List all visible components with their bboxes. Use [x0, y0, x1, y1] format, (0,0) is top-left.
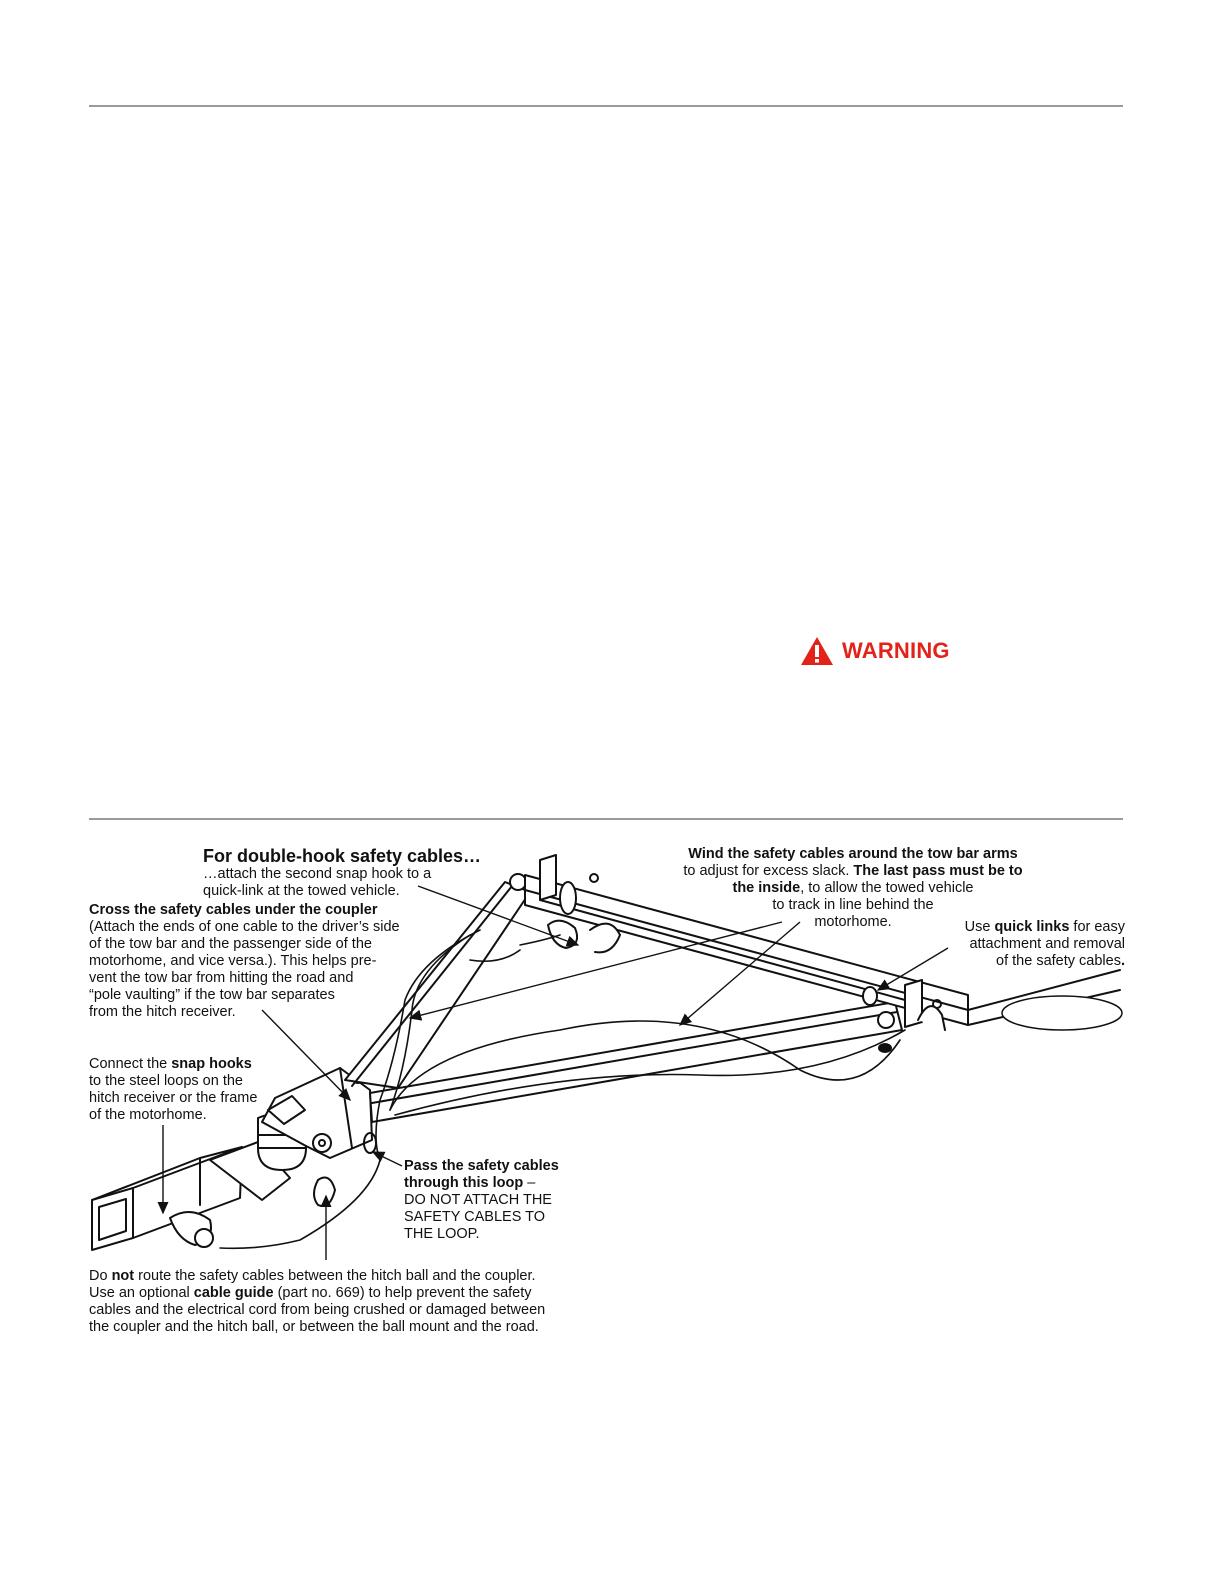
warning-text: WARNING — [842, 638, 950, 663]
wind-head: Wind the safety cables around the tow bar arms — [688, 846, 1018, 862]
callout-snap-pre: Connect the — [89, 1056, 172, 1072]
wind-l4: to track in line behind the — [772, 897, 934, 913]
callout-cross-line: of the tow bar and the passenger side of the — [89, 936, 372, 952]
callout-cross-line: (Attach the ends of one cable to the driver’s side — [89, 919, 400, 935]
route-l1-pre: Do — [89, 1268, 112, 1284]
wind-l5: motorhome. — [814, 914, 892, 930]
callout-snap-line: of the motorhome. — [89, 1107, 207, 1123]
callout-double-hook-head: For double-hook safety cables… — [203, 846, 482, 866]
callout-pass-head1: Pass the safety cables — [404, 1158, 559, 1174]
callout-double-hook — [203, 846, 481, 900]
callout-cross-line: vent the tow bar from hitting the road and — [89, 970, 354, 986]
route-l3: cables and the electrical cord from being crushed or damaged between — [89, 1302, 546, 1318]
callout-pass-head2: through this loop — [404, 1175, 524, 1191]
quick-l2: attachment and removal — [969, 936, 1125, 952]
callout-pass-line: SAFETY CABLES TO — [404, 1209, 546, 1225]
route-l2-bold: cable guide — [193, 1285, 274, 1301]
callout-cross-cables — [89, 902, 400, 1021]
route-l4: the coupler and the hitch ball, or between the ball mount and the road. — [89, 1319, 539, 1335]
callout-cross-line: motorhome, and vice versa.). This helps pre- — [89, 953, 377, 969]
callout-snap-hooks — [89, 1056, 257, 1124]
wind-l2-pre: to adjust for excess slack. — [683, 863, 854, 879]
quick-l1-bold: quick links — [994, 919, 1070, 935]
leader-pass-loop — [373, 1152, 402, 1166]
quick-l1-pre: Use — [964, 919, 995, 935]
route-l2-pre: Use an optional — [89, 1285, 194, 1301]
callout-double-hook-line1: …attach the second snap hook to a — [203, 866, 432, 882]
callout-pass-dash: – — [523, 1175, 536, 1191]
quick-l3-bold: . — [1120, 953, 1125, 969]
wind-l3-bold: the inside — [732, 880, 801, 896]
callout-cross-line: “pole vaulting” if the tow bar separates — [89, 987, 335, 1003]
callout-pass-line: DO NOT ATTACH THE — [404, 1192, 552, 1208]
wind-l2-bold: The last pass must be to — [853, 863, 1023, 879]
quick-l3-pre: of the safety cables — [996, 953, 1121, 969]
callout-double-hook-line2: quick-link at the towed vehicle. — [203, 883, 400, 899]
callout-cable-guide — [89, 1268, 545, 1336]
callout-pass-line: THE LOOP. — [404, 1226, 480, 1242]
callout-cross-head: Cross the safety cables under the coupler — [89, 902, 378, 918]
callout-snap-bold: snap hooks — [171, 1056, 252, 1072]
callout-snap-line: hitch receiver or the frame — [89, 1090, 258, 1106]
route-l2-post: (part no. 669) to help prevent the safety — [273, 1285, 532, 1301]
quick-l1-post: for easy — [1069, 919, 1125, 935]
callout-snap-line: to the steel loops on the — [89, 1073, 243, 1089]
wind-l3-post: , to allow the towed vehicle — [800, 880, 974, 896]
vehicle-reference-oval — [1002, 996, 1122, 1030]
callout-quick-links — [900, 919, 1125, 970]
route-l1-post: route the safety cables between the hitch ball and the coupler. — [134, 1268, 536, 1284]
callout-pass-loop — [404, 1158, 559, 1243]
right-tow-bar-arm — [370, 1002, 902, 1122]
callout-cross-line: from the hitch receiver. — [89, 1004, 236, 1020]
route-l1-bold: not — [111, 1268, 135, 1284]
